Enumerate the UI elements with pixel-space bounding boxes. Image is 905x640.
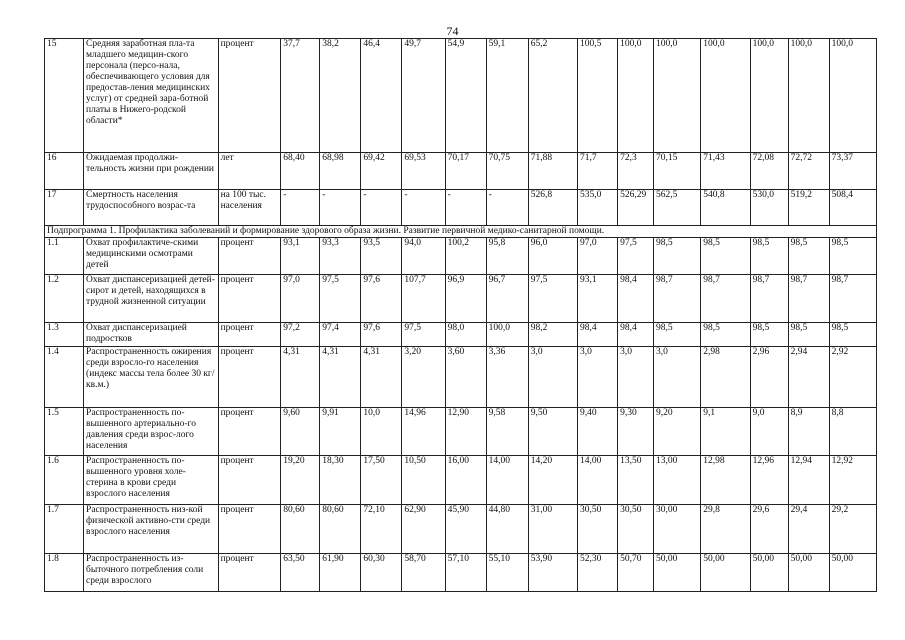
table-row [45,190,877,226]
value-cell: 12,98 [701,456,750,505]
value-cell: 60,30 [361,554,402,592]
value-cell: 3,20 [402,347,445,408]
value-cell: 98,5 [750,323,788,347]
value-cell: 13,00 [654,456,701,505]
table-row [45,505,877,554]
value-cell: 59,1 [486,39,528,153]
value-cell: 98,7 [654,275,701,323]
value-cell: 97,2 [281,323,320,347]
value-cell: 70,15 [654,153,701,190]
value-cell: 9,58 [486,408,528,456]
table-row [45,554,877,592]
value-cell: 50,00 [750,554,788,592]
row-index: 1.6 [45,456,84,505]
table-row [45,238,877,275]
value-cell: 526,29 [618,190,654,226]
indicator-name: Распространенность по-вышенного уровня холе-стерина в крови среди взрослого населения [84,456,219,505]
value-cell: 2,96 [750,347,788,408]
value-cell: 38,2 [320,39,361,153]
value-cell: 100,0 [701,39,750,153]
value-cell: 9,40 [578,408,618,456]
table-body [45,39,877,592]
indicator-name: Средняя заработная пла-та младшего медицин-ского персонала (персо-нала, обеспечивающего условия для предостав-ления медицинских услуг) от средней зара-ботной платы в Нижего-родской области* [84,39,219,153]
value-cell: 98,5 [654,238,701,275]
row-index: 16 [45,153,84,190]
value-cell: 3,0 [618,347,654,408]
indicator-name: Распространенность низ-кой физической активно-сти среди взрослого населения [84,505,219,554]
value-cell: 530,0 [750,190,788,226]
value-cell: 49,7 [402,39,445,153]
indicator-name: Смертность населения трудоспособного возрас-та [84,190,219,226]
value-cell: 100,0 [654,39,701,153]
value-cell: 65,2 [528,39,577,153]
value-cell: 50,00 [829,554,876,592]
row-index: 1.2 [45,275,84,323]
value-cell: 535,0 [578,190,618,226]
value-cell: 29,2 [829,505,876,554]
value-cell: 3,0 [528,347,577,408]
value-cell: 93,1 [281,238,320,275]
value-cell: 100,2 [445,238,486,275]
value-cell: 562,5 [654,190,701,226]
table-row [45,347,877,408]
value-cell: 98,5 [788,238,829,275]
table-row [45,323,877,347]
value-cell: 508,4 [829,190,876,226]
value-cell: 63,50 [281,554,320,592]
value-cell: 94,0 [402,238,445,275]
indicator-name: Распространенность ожирения среди взросло-го населения (индекс массы тела более 30 кг/кв.м.) [84,347,219,408]
subprogram-title: Подпрограмма 1. Профилактика заболеваний и формирование здорового образа жизни. Развитие первичной медико-санитарной помощи. [45,226,877,238]
value-cell: 19,20 [281,456,320,505]
value-cell: 96,9 [445,275,486,323]
value-cell: 53,90 [528,554,577,592]
value-cell: 16,00 [445,456,486,505]
value-cell: 9,20 [654,408,701,456]
table-row [45,408,877,456]
value-cell: 73,37 [829,153,876,190]
value-cell: 98,7 [750,275,788,323]
unit-cell: процент [218,505,281,554]
unit-cell: процент [218,39,281,153]
value-cell: 52,30 [578,554,618,592]
value-cell: 97,0 [578,238,618,275]
value-cell: 98,5 [701,323,750,347]
value-cell: - [320,190,361,226]
value-cell: 98,5 [654,323,701,347]
value-cell: 29,4 [788,505,829,554]
value-cell: - [281,190,320,226]
value-cell: 100,0 [618,39,654,153]
value-cell: 98,5 [829,238,876,275]
unit-cell: процент [218,554,281,592]
indicator-name: Охват диспансеризацией детей-сирот и детей, находящихся в трудной жизненной ситуации [84,275,219,323]
value-cell: 98,2 [528,323,577,347]
value-cell: 18,30 [320,456,361,505]
value-cell: 93,3 [320,238,361,275]
unit-cell: лет [218,153,281,190]
value-cell: 58,70 [402,554,445,592]
value-cell: 12,92 [829,456,876,505]
value-cell: 54,9 [445,39,486,153]
row-index: 1.5 [45,408,84,456]
value-cell: 9,30 [618,408,654,456]
unit-cell: процент [218,347,281,408]
table-row [45,39,877,153]
table-row [45,456,877,505]
unit-cell: процент [218,238,281,275]
value-cell: 44,80 [486,505,528,554]
value-cell: 10,50 [402,456,445,505]
value-cell: 72,10 [361,505,402,554]
value-cell: 12,96 [750,456,788,505]
value-cell: 9,91 [320,408,361,456]
value-cell: 37,7 [281,39,320,153]
unit-cell: на 100 тыс. населения [218,190,281,226]
value-cell: 57,10 [445,554,486,592]
value-cell: 98,5 [750,238,788,275]
value-cell: 3,0 [654,347,701,408]
value-cell: - [445,190,486,226]
page-number: 74 [446,24,459,38]
value-cell: 70,75 [486,153,528,190]
value-cell: 50,00 [654,554,701,592]
value-cell: 97,5 [320,275,361,323]
value-cell: 62,90 [402,505,445,554]
value-cell: 30,50 [578,505,618,554]
value-cell: 100,0 [486,323,528,347]
value-cell: 12,94 [788,456,829,505]
value-cell: 14,96 [402,408,445,456]
value-cell: 526,8 [528,190,577,226]
value-cell: 30,50 [618,505,654,554]
value-cell: 98,5 [829,323,876,347]
value-cell: 3,36 [486,347,528,408]
value-cell: 70,17 [445,153,486,190]
value-cell: 8,9 [788,408,829,456]
value-cell: 8,8 [829,408,876,456]
value-cell: 69,53 [402,153,445,190]
value-cell: 17,50 [361,456,402,505]
indicators-table [44,38,877,592]
row-index: 1.1 [45,238,84,275]
value-cell: 9,0 [750,408,788,456]
indicator-name: Распространенность из-быточного потребления соли среди взрослого [84,554,219,592]
unit-cell: процент [218,456,281,505]
value-cell: 14,00 [578,456,618,505]
value-cell: 3,60 [445,347,486,408]
value-cell: 2,94 [788,347,829,408]
row-index: 1.4 [45,347,84,408]
value-cell: 4,31 [281,347,320,408]
value-cell: - [402,190,445,226]
value-cell: 93,1 [578,275,618,323]
value-cell: 98,4 [578,323,618,347]
value-cell: 29,8 [701,505,750,554]
value-cell: 96,7 [486,275,528,323]
unit-cell: процент [218,408,281,456]
value-cell: 71,43 [701,153,750,190]
value-cell: 68,98 [320,153,361,190]
value-cell: 100,0 [750,39,788,153]
indicator-name: Распространенность по-вышенного артериально-го давления среди взрос-лого населения [84,408,219,456]
table-row [45,153,877,190]
value-cell: 50,00 [788,554,829,592]
row-index: 1.7 [45,505,84,554]
value-cell: 13,50 [618,456,654,505]
value-cell: 100,5 [578,39,618,153]
value-cell: 14,20 [528,456,577,505]
value-cell: 2,92 [829,347,876,408]
value-cell: 98,7 [701,275,750,323]
value-cell: 29,6 [750,505,788,554]
table-row [45,275,877,323]
value-cell: 71,7 [578,153,618,190]
row-index: 1.8 [45,554,84,592]
value-cell: 97,5 [528,275,577,323]
value-cell: 97,5 [618,238,654,275]
value-cell: 50,70 [618,554,654,592]
value-cell: 98,5 [701,238,750,275]
subprogram-row [45,226,877,238]
value-cell: 80,60 [281,505,320,554]
value-cell: 96,0 [528,238,577,275]
value-cell: 98,7 [788,275,829,323]
value-cell: 95,8 [486,238,528,275]
value-cell: 9,1 [701,408,750,456]
value-cell: 97,5 [402,323,445,347]
value-cell: 2,98 [701,347,750,408]
value-cell: 10,0 [361,408,402,456]
value-cell: 93,5 [361,238,402,275]
unit-cell: процент [218,323,281,347]
value-cell: 97,4 [320,323,361,347]
value-cell: 97,6 [361,275,402,323]
value-cell: 98,4 [618,275,654,323]
value-cell: 55,10 [486,554,528,592]
value-cell: 97,0 [281,275,320,323]
value-cell: 98,5 [788,323,829,347]
value-cell: 45,90 [445,505,486,554]
value-cell: 30,00 [654,505,701,554]
value-cell: 31,00 [528,505,577,554]
value-cell: 519,2 [788,190,829,226]
row-index: 17 [45,190,84,226]
value-cell: 61,90 [320,554,361,592]
indicator-name: Ожидаемая продолжи-тельность жизни при рождении [84,153,219,190]
value-cell: 80,60 [320,505,361,554]
value-cell: 12,90 [445,408,486,456]
unit-cell: процент [218,275,281,323]
value-cell: 3,0 [578,347,618,408]
value-cell: 98,7 [829,275,876,323]
value-cell: 72,72 [788,153,829,190]
value-cell: 9,50 [528,408,577,456]
value-cell: 50,00 [701,554,750,592]
value-cell: 100,0 [788,39,829,153]
row-index: 15 [45,39,84,153]
value-cell: 72,3 [618,153,654,190]
value-cell: 9,60 [281,408,320,456]
value-cell: 107,7 [402,275,445,323]
value-cell: 68,40 [281,153,320,190]
value-cell: 98,0 [445,323,486,347]
value-cell: 98,4 [618,323,654,347]
value-cell: 46,4 [361,39,402,153]
value-cell: 100,0 [829,39,876,153]
indicator-name: Охват диспансеризацией подростков [84,323,219,347]
value-cell: 69,42 [361,153,402,190]
value-cell: 4,31 [361,347,402,408]
value-cell: 71,88 [528,153,577,190]
value-cell: 72,08 [750,153,788,190]
value-cell: 540,8 [701,190,750,226]
indicator-name: Охват профилактиче-скими медицинскими осмотрами детей [84,238,219,275]
value-cell: - [486,190,528,226]
value-cell: 97,6 [361,323,402,347]
value-cell: 4,31 [320,347,361,408]
value-cell: 14,00 [486,456,528,505]
row-index: 1.3 [45,323,84,347]
value-cell: - [361,190,402,226]
